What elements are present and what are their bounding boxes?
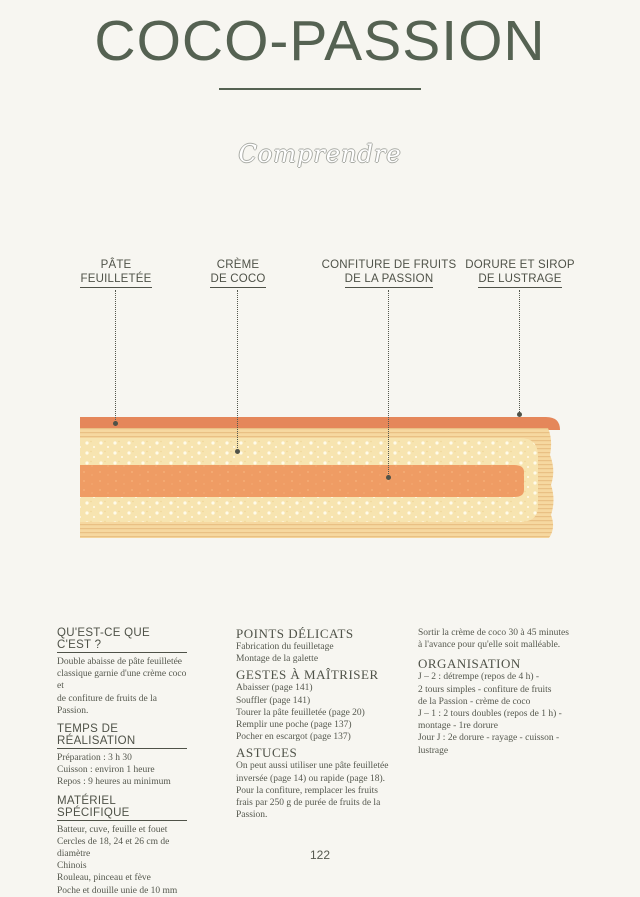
text-temps: Préparation : 3 h 30 Cuisson : environ 1 heure Repos : 9 heures au minimum — [57, 753, 171, 788]
heading-points-delicats: POINTS DÉLICATS — [236, 626, 354, 641]
leader-dorure — [519, 290, 520, 414]
leader-dot-confiture — [386, 475, 391, 480]
page-number: 122 — [309, 848, 331, 862]
leader-dot-creme — [235, 449, 240, 454]
leader-dot-dorure — [517, 412, 522, 417]
leader-creme — [237, 290, 238, 450]
label-creme-coco: CRÈME DE COCO — [193, 258, 283, 288]
section-subtitle: Comprendre — [238, 140, 402, 168]
layer-confiture — [80, 465, 524, 497]
text-organisation: J – 2 : détrempe (repos de 4 h) - 2 tours simples - confiture de fruits de la Passion - crème de coco J – 1 : 2 tours doubles (repos de 1 h) - montage - 1re dorure Jour J : 2e dorure - rayage - cuisson - lustrage — [418, 672, 562, 756]
heading-materiel: MATÉRIEL SPÉCIFIQUE — [57, 795, 187, 821]
text-points-delicats: Fabrication du feuilletage Montage de la galette — [236, 642, 334, 665]
text-intro: Sortir la crème de coco 30 à 45 minutes à l'avance pour qu'elle soit malléable. — [418, 628, 569, 651]
leader-pate — [115, 290, 116, 422]
column-techniques — [236, 627, 411, 821]
column-organisation — [418, 627, 598, 757]
label-pate-feuilletee: PÂTE FEUILLETÉE — [76, 258, 156, 288]
leader-dot-pate — [113, 421, 118, 426]
label-confiture: CONFITURE DE FRUITS DE LA PASSION — [318, 258, 460, 288]
page-title: COCO-PASSION — [94, 9, 546, 73]
text-astuces: On peut aussi utiliser une pâte feuilletée inversée (page 14) ou rapide (page 18). Pour la confiture, remplacer les fruits frais par 250 g de purée de fruits de la Passion. — [236, 761, 389, 821]
label-dorure: DORURE ET SIROP DE LUSTRAGE — [461, 258, 579, 288]
text-quest-ce: Double abaisse de pâte feuilletée classique garnie d'une crème coco et de confiture de fruits de la Passion. — [57, 657, 187, 716]
heading-gestes: GESTES À MAÎTRISER — [236, 667, 379, 683]
heading-quest-ce: QU'EST-CE QUE C'EST ? — [57, 627, 187, 653]
text-gestes: Abaisser (page 141) Souffler (page 141) Tourer la pâte feuilletée (page 20) Remplir une poche (page 137) Pocher en escargot (page 137) — [236, 683, 365, 743]
heading-temps: TEMPS DE RÉALISATION — [57, 723, 187, 749]
heading-organisation: ORGANISATION — [418, 656, 521, 672]
heading-astuces: ASTUCES — [236, 745, 298, 761]
text-materiel: Batteur, cuve, feuille et fouet Cercles de 18, 24 et 26 cm de diamètre Chinois Rouleau, pinceau et fève Poche et douille unie de 10 mm — [57, 824, 178, 896]
leader-confiture — [388, 290, 389, 476]
